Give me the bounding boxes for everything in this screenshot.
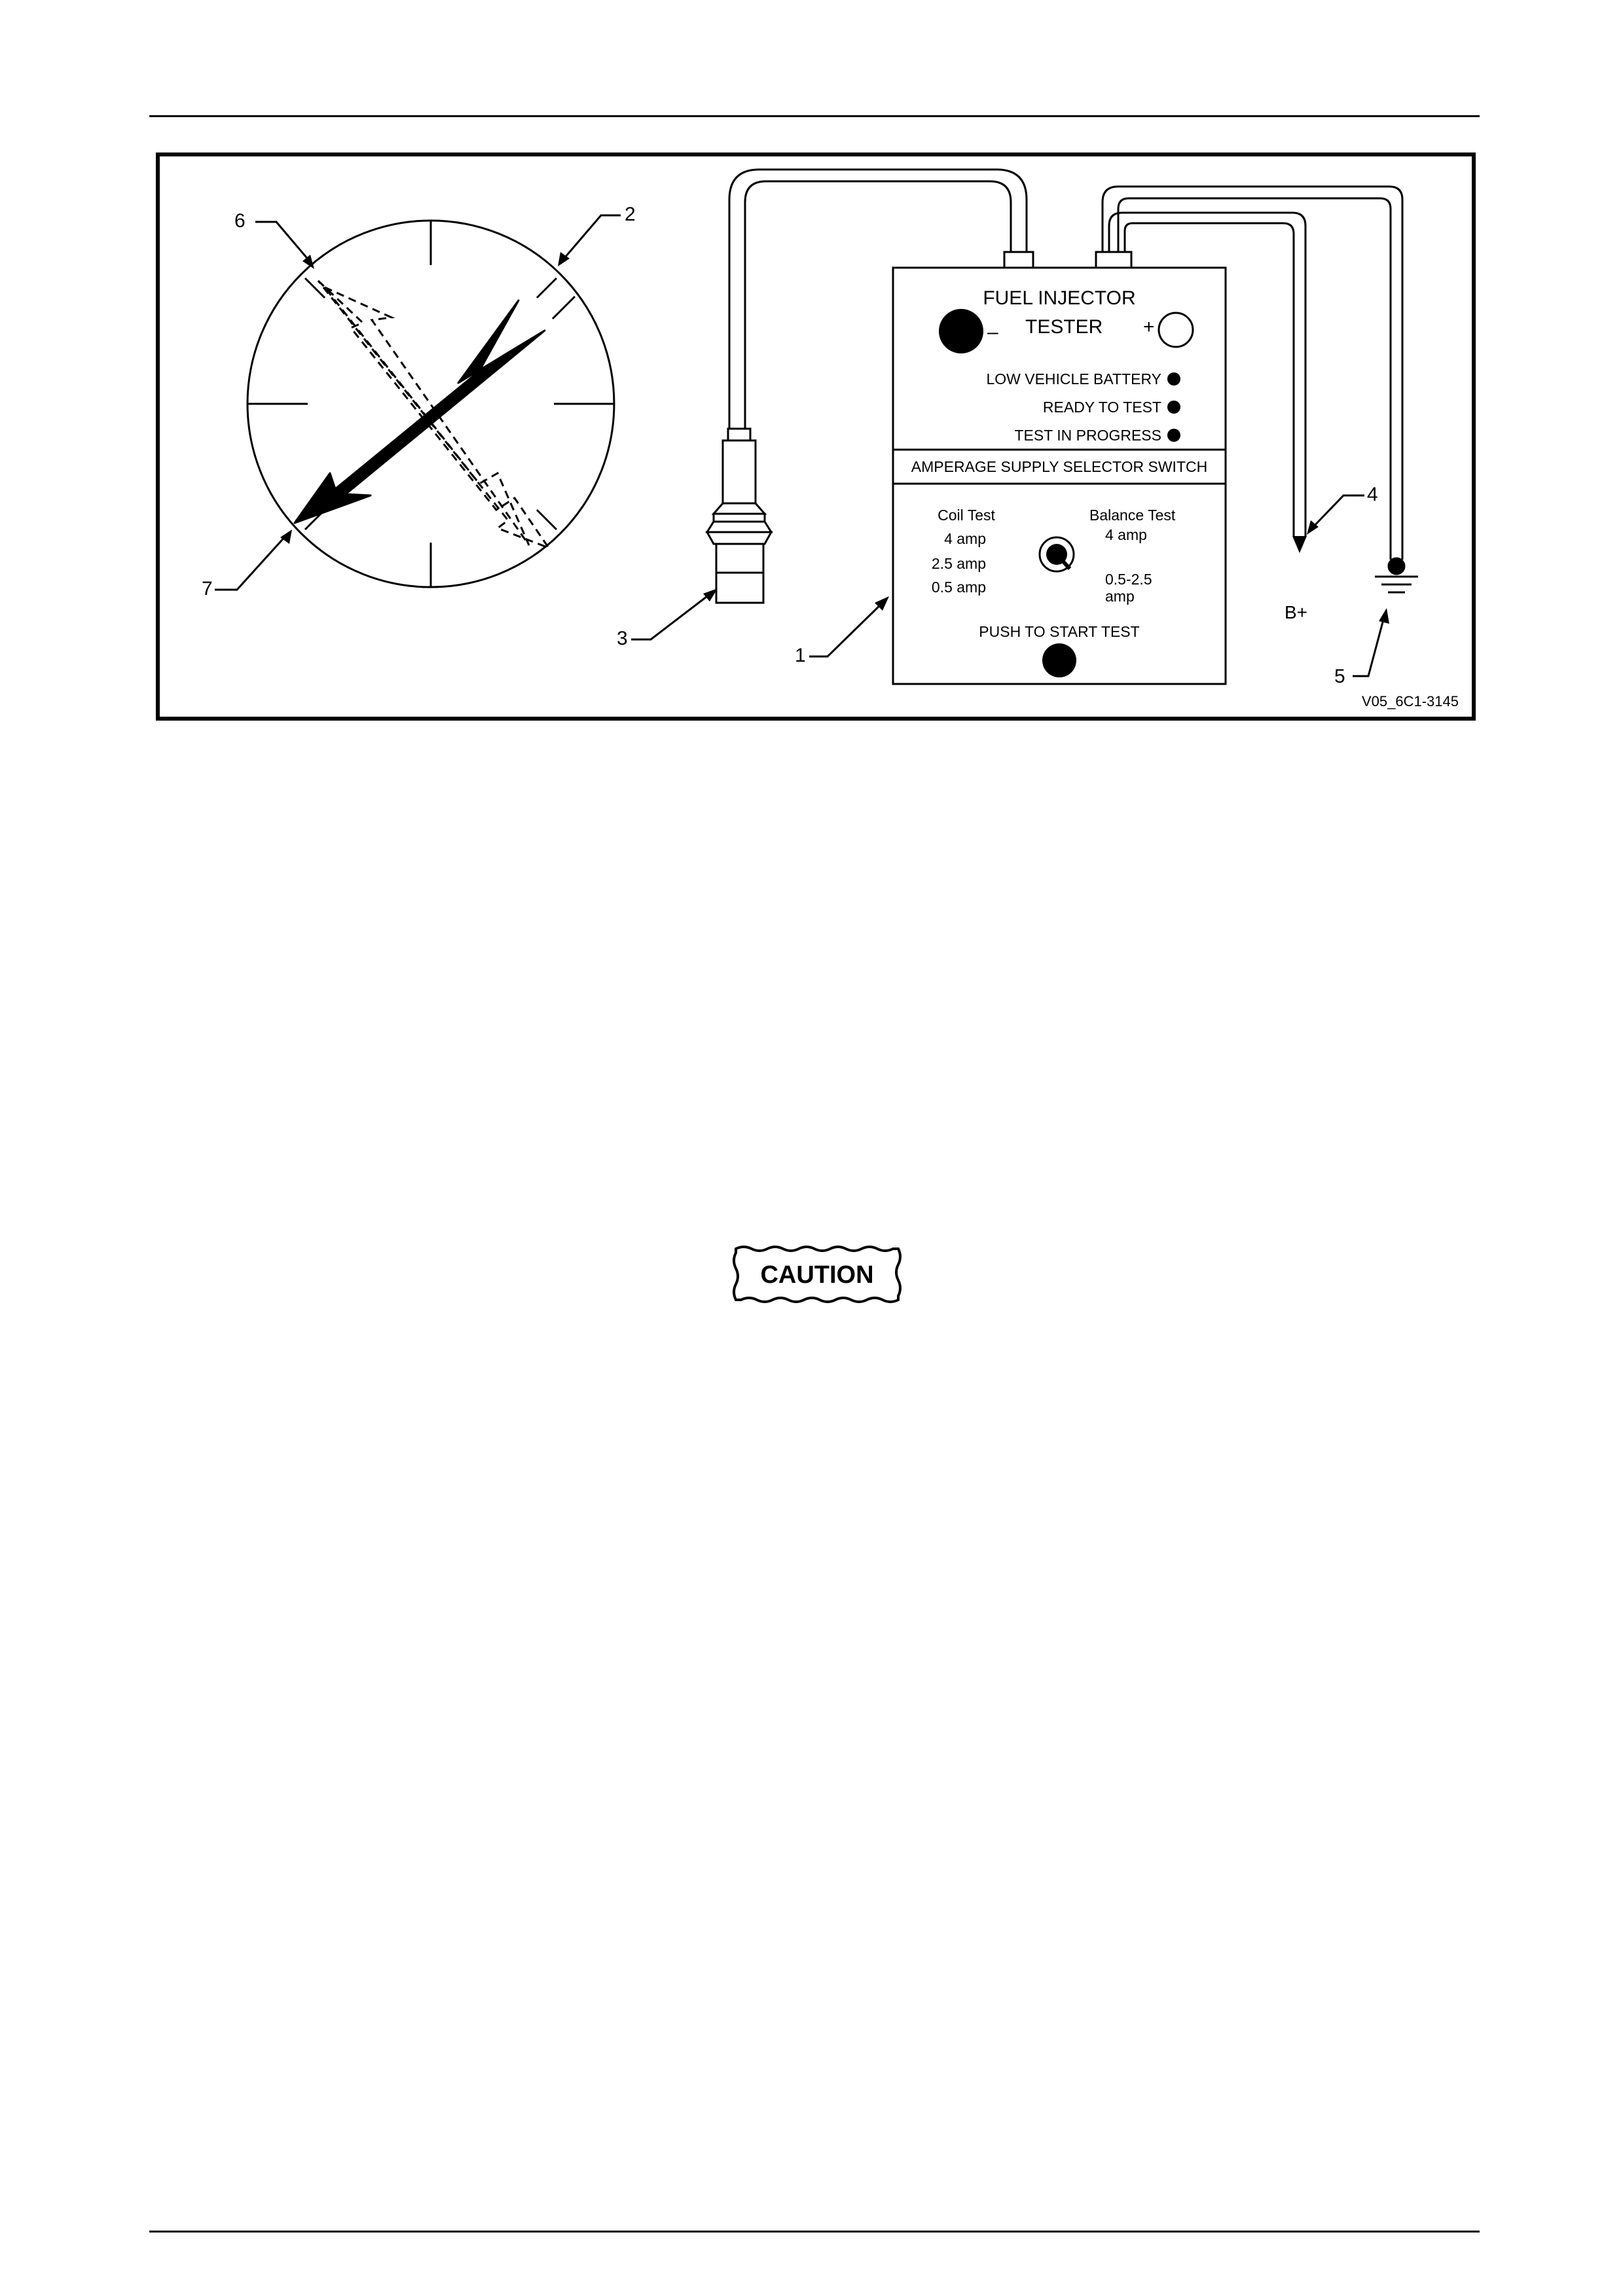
callout-1 [795,596,889,666]
coil-test-option-4amp: 4 amp [944,530,986,547]
callout-2-label: 2 [625,204,636,225]
callout-5-label: 5 [1334,666,1345,687]
coil-test-option-2-5amp: 2.5 amp [931,555,986,572]
callout-1-label: 1 [795,645,806,666]
tester-title-line2: TESTER [1025,316,1103,338]
caution-label: CAUTION [760,1261,874,1289]
tester-plus-sign: + [1143,316,1155,338]
tester-minus-sign: – [987,321,998,343]
figure-frame [158,154,1474,719]
ground-symbol [1375,558,1418,592]
coil-test-option-0-5amp: 0.5 amp [931,579,986,596]
coil-test-heading: Coil Test [938,507,995,524]
fuel-injector-tester-diagram [156,152,1476,721]
selector-knob [1040,537,1074,571]
tester-title-line1: FUEL INJECTOR [983,287,1136,309]
indicator-low-battery-label: LOW VEHICLE BATTERY [986,370,1161,387]
b-plus-label: B+ [1285,602,1308,622]
callout-3 [617,588,718,649]
negative-terminal [939,309,983,353]
solid-pointer [295,300,545,523]
callout-5 [1334,608,1389,687]
balance-test-option-range: 0.5-2.5 [1105,571,1152,588]
footer-rule [149,2231,1480,2233]
figure-id: V05_6C1-3145 [1361,693,1459,709]
b-plus-terminal [1285,536,1307,622]
start-test-button [1042,643,1076,677]
callout-6 [234,210,314,269]
meter-dial [247,221,614,587]
indicator-low-battery-led [1167,372,1180,386]
selector-switch-title: AMPERAGE SUPPLY SELECTOR SWITCH [911,458,1208,475]
indicator-in-progress-label: TEST IN PROGRESS [1014,427,1161,444]
caution-box [731,1242,903,1305]
callout-3-label: 3 [617,628,628,649]
indicator-ready-label: READY TO TEST [1042,399,1161,416]
balance-test-option-4amp: 4 amp [1105,526,1147,543]
indicator-ready-led [1167,401,1180,414]
callout-2 [558,204,636,266]
callout-7 [202,529,292,600]
callout-4-label: 4 [1367,484,1378,505]
callout-4 [1307,484,1378,535]
callout-7-label: 7 [202,578,213,600]
balance-test-option-unit: amp [1105,588,1135,605]
injector-connector [707,429,771,603]
header-rule [149,115,1480,117]
tester-body [893,252,1226,684]
start-test-label: PUSH TO START TEST [979,623,1140,640]
callout-6-label: 6 [234,210,246,232]
positive-terminal [1159,313,1193,347]
indicator-in-progress-led [1167,429,1180,442]
balance-test-heading: Balance Test [1089,507,1176,524]
